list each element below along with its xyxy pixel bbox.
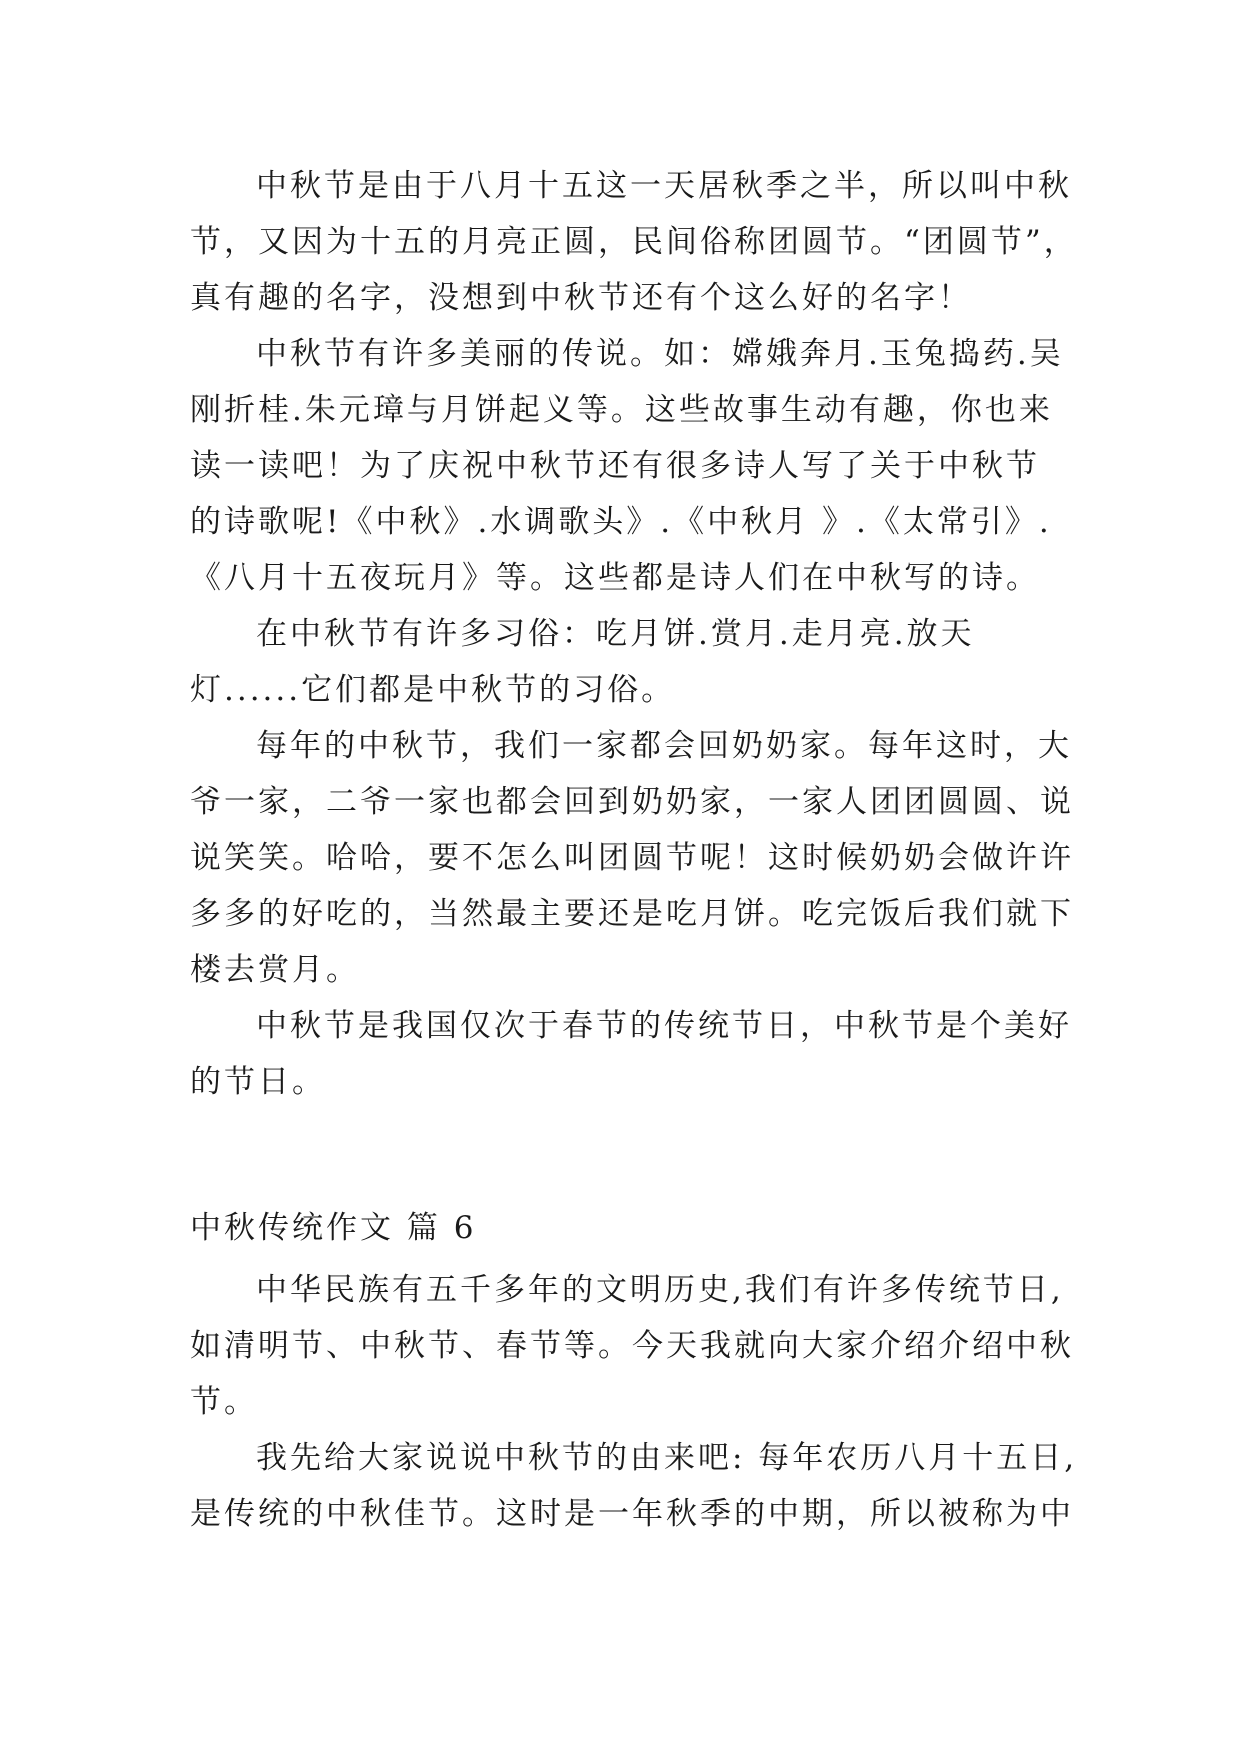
paragraph-legends	[190, 326, 1070, 606]
text-line: 节，又因为十五的月亮正圆，民间俗称团圆节。“团圆节”，	[190, 224, 1078, 260]
text-line: 多多的好吃的，当然最主要还是吃月饼。吃完饭后我们就下	[190, 896, 1074, 932]
text-line: 读一读吧！为了庆祝中秋节还有很多诗人写了关于中秋节	[190, 448, 1040, 484]
text-line: 说笑笑。哈哈，要不怎么叫团圆节呢！这时候奶奶会做许许	[190, 840, 1074, 876]
body-text-block-2	[190, 1262, 1078, 1542]
paragraph-origin-2	[190, 1430, 1078, 1542]
text-line: 每年的中秋节，我们一家都会回奶奶家。每年这时，大	[256, 728, 1072, 764]
text-line: 真有趣的名字，没想到中秋节还有个这么好的名字！	[190, 280, 972, 316]
text-line: 楼去赏月。	[190, 952, 360, 988]
text-line: 中秋节有许多美丽的传说。如：嫦娥奔月.玉兔捣药.吴	[256, 336, 1064, 372]
paragraph-intro	[190, 1262, 1074, 1430]
text-line: 的诗歌呢!《中秋》.水调歌头》.《中秋月 》.《太常引》.	[190, 504, 1052, 540]
body-text-block-1	[190, 158, 1078, 1110]
paragraph-conclusion	[190, 998, 1070, 1110]
text-line: 灯......它们都是中秋节的习俗。	[190, 672, 676, 708]
text-line: 在中秋节有许多习俗：吃月饼.赏月.走月亮.放天	[256, 616, 975, 652]
text-line: 是传统的中秋佳节。这时是一年秋季的中期，所以被称为中	[190, 1496, 1074, 1532]
text-line: 我先给大家说说中秋节的由来吧: 每年农历八月十五日,	[256, 1440, 1078, 1476]
text-line: 爷一家，二爷一家也都会回到奶奶家，一家人团团圆圆、说	[190, 784, 1074, 820]
paragraph-family	[190, 718, 1074, 998]
text-line: 如清明节、中秋节、春节等。今天我就向大家介绍介绍中秋	[190, 1328, 1074, 1364]
text-line: 节。	[190, 1384, 258, 1420]
section-heading: 中秋传统作文 篇 6	[190, 1210, 477, 1246]
text-line: 刚折桂.朱元璋与月饼起义等。这些故事生动有趣，你也来	[190, 392, 1053, 428]
text-line: 中华民族有五千多年的文明历史,我们有许多传统节日,	[256, 1272, 1064, 1308]
paragraph-customs	[190, 606, 1070, 718]
text-line: 中秋节是我国仅次于春节的传统节日，中秋节是个美好	[256, 1008, 1072, 1044]
text-line: 中秋节是由于八月十五这一天居秋季之半，所以叫中秋	[256, 168, 1072, 204]
text-line: 的节日。	[190, 1064, 326, 1100]
paragraph-origin	[190, 158, 1078, 326]
text-line: 《八月十五夜玩月》等。这些都是诗人们在中秋写的诗。	[190, 560, 1040, 596]
